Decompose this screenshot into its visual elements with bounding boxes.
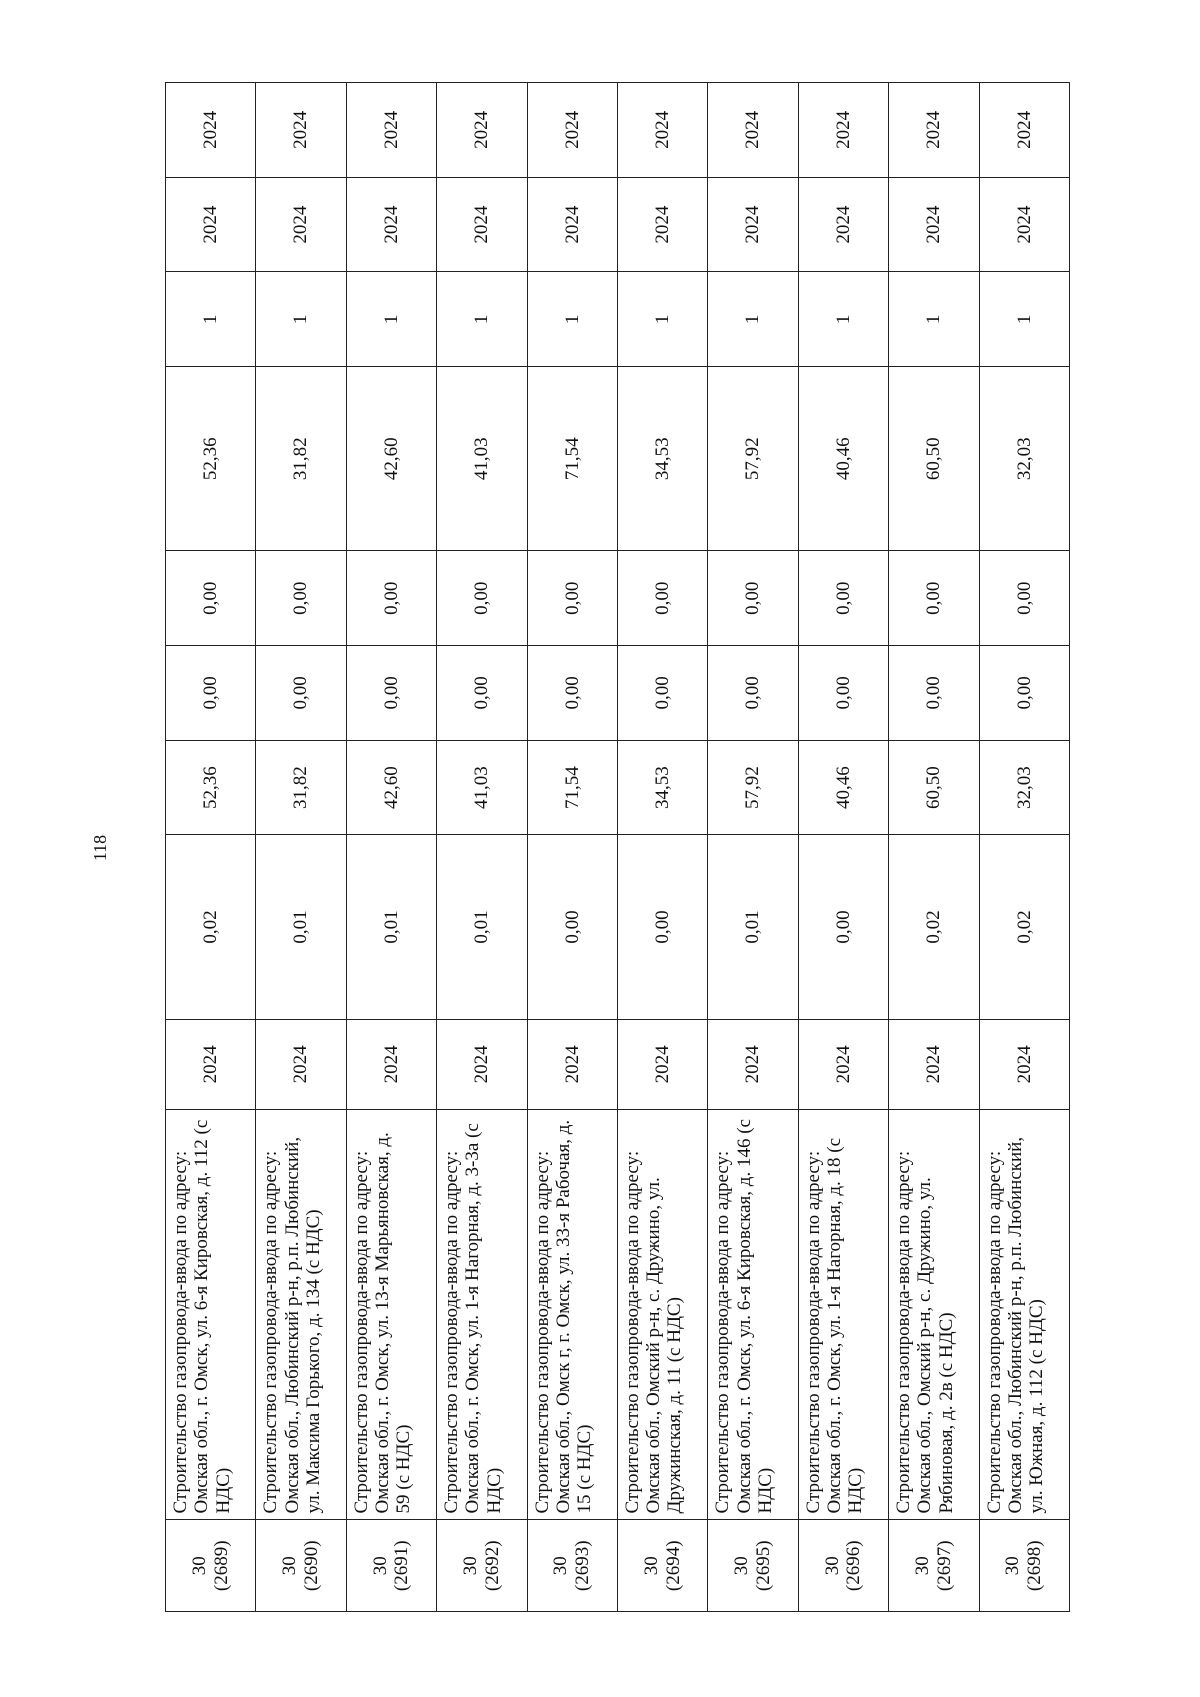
start-year-cell: 2024 <box>166 1019 256 1109</box>
row-number: 30 <box>279 1556 301 1576</box>
value-1-cell: 0,02 <box>979 835 1069 1019</box>
quantity-cell: 1 <box>617 272 707 367</box>
value-2-cell: 32,03 <box>979 740 1069 835</box>
value-3-cell: 0,00 <box>527 646 617 741</box>
value-5-cell: 52,36 <box>166 367 256 551</box>
quantity-cell: 1 <box>708 272 798 367</box>
value-5-cell: 41,03 <box>437 367 527 551</box>
value-5-cell: 42,60 <box>346 367 436 551</box>
row-number: 30 <box>188 1556 210 1576</box>
value-5-cell: 71,54 <box>527 367 617 551</box>
start-year-cell: 2024 <box>617 1019 707 1109</box>
row-number-cell <box>617 1520 707 1612</box>
year-b-cell: 2024 <box>527 83 617 178</box>
description-cell: Строительство газопровода-ввода по адресу: Омская обл., г. Омск, ул. 6-я Кировская, д. 112 (с НДС) <box>166 1110 256 1520</box>
data-table <box>165 82 1070 1612</box>
row-code: (2693) <box>572 1540 594 1592</box>
start-year-cell: 2024 <box>437 1019 527 1109</box>
row-number: 30 <box>550 1556 572 1576</box>
row-code: (2694) <box>662 1540 684 1592</box>
value-1-cell: 0,00 <box>527 835 617 1019</box>
quantity-cell: 1 <box>256 272 346 367</box>
value-5-cell: 40,46 <box>798 367 888 551</box>
value-2-cell: 52,36 <box>166 740 256 835</box>
value-1-cell: 0,02 <box>889 835 979 1019</box>
value-5-cell: 60,50 <box>889 367 979 551</box>
year-b-cell: 2024 <box>798 83 888 178</box>
table-row <box>798 83 888 1612</box>
table-row <box>527 83 617 1612</box>
value-4-cell: 0,00 <box>798 551 888 646</box>
table-row <box>256 83 346 1612</box>
quantity-cell: 1 <box>979 272 1069 367</box>
value-4-cell: 0,00 <box>708 551 798 646</box>
year-b-cell: 2024 <box>708 83 798 178</box>
year-b-cell: 2024 <box>346 83 436 178</box>
table-row <box>889 83 979 1612</box>
year-a-cell: 2024 <box>256 177 346 272</box>
start-year-cell: 2024 <box>256 1019 346 1109</box>
value-3-cell: 0,00 <box>346 646 436 741</box>
row-code: (2698) <box>1024 1540 1046 1592</box>
row-number-cell <box>256 1520 346 1612</box>
year-b-cell: 2024 <box>979 83 1069 178</box>
value-3-cell: 0,00 <box>256 646 346 741</box>
value-3-cell: 0,00 <box>437 646 527 741</box>
row-number-cell <box>889 1520 979 1612</box>
row-number: 30 <box>640 1556 662 1576</box>
table-row <box>437 83 527 1612</box>
year-a-cell: 2024 <box>346 177 436 272</box>
row-code: (2691) <box>391 1540 413 1592</box>
row-number-cell <box>798 1520 888 1612</box>
year-b-cell: 2024 <box>256 83 346 178</box>
row-code: (2690) <box>301 1540 323 1592</box>
value-2-cell: 57,92 <box>708 740 798 835</box>
year-a-cell: 2024 <box>527 177 617 272</box>
value-3-cell: 0,00 <box>889 646 979 741</box>
table-row <box>346 83 436 1612</box>
value-1-cell: 0,00 <box>617 835 707 1019</box>
value-1-cell: 0,01 <box>346 835 436 1019</box>
quantity-cell: 1 <box>798 272 888 367</box>
value-1-cell: 0,01 <box>437 835 527 1019</box>
value-5-cell: 57,92 <box>708 367 798 551</box>
year-a-cell: 2024 <box>979 177 1069 272</box>
description-cell: Строительство газопровода-ввода по адресу: Омская обл., Любинский р-н, р.п. Любинский, ул. Максима Горького, д. 134 (с НДС) <box>256 1110 346 1520</box>
description-cell: Строительство газопровода-ввода по адресу: Омская обл., Омск г, г. Омск, ул. 33-я Рабочая, д. 15 (с НДС) <box>527 1110 617 1520</box>
value-4-cell: 0,00 <box>437 551 527 646</box>
start-year-cell: 2024 <box>346 1019 436 1109</box>
value-1-cell: 0,01 <box>256 835 346 1019</box>
value-2-cell: 71,54 <box>527 740 617 835</box>
value-4-cell: 0,00 <box>889 551 979 646</box>
value-3-cell: 0,00 <box>708 646 798 741</box>
quantity-cell: 1 <box>166 272 256 367</box>
value-5-cell: 34,53 <box>617 367 707 551</box>
value-2-cell: 34,53 <box>617 740 707 835</box>
row-number-cell <box>346 1520 436 1612</box>
value-3-cell: 0,00 <box>166 646 256 741</box>
start-year-cell: 2024 <box>708 1019 798 1109</box>
value-4-cell: 0,00 <box>346 551 436 646</box>
value-4-cell: 0,00 <box>527 551 617 646</box>
value-3-cell: 0,00 <box>798 646 888 741</box>
row-number-cell <box>708 1520 798 1612</box>
description-cell: Строительство газопровода-ввода по адресу: Омская обл., Омский р-н, с. Дружино, ул. Дружинская, д. 11 (с НДС) <box>617 1110 707 1520</box>
page-number: 118 <box>90 834 110 862</box>
row-code: (2695) <box>753 1540 775 1592</box>
year-b-cell: 2024 <box>166 83 256 178</box>
quantity-cell: 1 <box>527 272 617 367</box>
row-code: (2697) <box>933 1540 955 1592</box>
rotated-table-wrapper <box>165 82 1070 1612</box>
row-code: (2689) <box>210 1540 232 1592</box>
value-2-cell: 42,60 <box>346 740 436 835</box>
value-2-cell: 40,46 <box>798 740 888 835</box>
row-number-cell <box>437 1520 527 1612</box>
value-4-cell: 0,00 <box>617 551 707 646</box>
value-3-cell: 0,00 <box>979 646 1069 741</box>
year-a-cell: 2024 <box>889 177 979 272</box>
value-1-cell: 0,01 <box>708 835 798 1019</box>
description-cell: Строительство газопровода-ввода по адресу: Омская обл., г. Омск, ул. 1-я Нагорная, д. 3-3а (с НДС) <box>437 1110 527 1520</box>
value-1-cell: 0,00 <box>798 835 888 1019</box>
row-number: 30 <box>460 1556 482 1576</box>
row-code: (2696) <box>843 1540 865 1592</box>
year-a-cell: 2024 <box>798 177 888 272</box>
description-cell: Строительство газопровода-ввода по адресу: Омская обл., Омский р-н, с. Дружино, ул. Рябиновая, д. 2в (с НДС) <box>889 1110 979 1520</box>
row-number: 30 <box>911 1556 933 1576</box>
row-number: 30 <box>731 1556 753 1576</box>
row-number: 30 <box>1002 1556 1024 1576</box>
table-row <box>617 83 707 1612</box>
value-2-cell: 60,50 <box>889 740 979 835</box>
value-4-cell: 0,00 <box>979 551 1069 646</box>
value-1-cell: 0,02 <box>166 835 256 1019</box>
start-year-cell: 2024 <box>527 1019 617 1109</box>
quantity-cell: 1 <box>889 272 979 367</box>
row-number: 30 <box>369 1556 391 1576</box>
start-year-cell: 2024 <box>798 1019 888 1109</box>
quantity-cell: 1 <box>437 272 527 367</box>
description-cell: Строительство газопровода-ввода по адресу: Омская обл., г. Омск, ул. 6-я Кировская, д. 146 (с НДС) <box>708 1110 798 1520</box>
description-cell: Строительство газопровода-ввода по адресу: Омская обл., г. Омск, ул. 13-я Марьяновская, д. 59 (с НДС) <box>346 1110 436 1520</box>
table-row <box>166 83 256 1612</box>
year-b-cell: 2024 <box>437 83 527 178</box>
year-a-cell: 2024 <box>617 177 707 272</box>
year-b-cell: 2024 <box>889 83 979 178</box>
description-cell: Строительство газопровода-ввода по адресу: Омская обл., г. Омск, ул. 1-я Нагорная, д. 18 (с НДС) <box>798 1110 888 1520</box>
year-a-cell: 2024 <box>166 177 256 272</box>
start-year-cell: 2024 <box>889 1019 979 1109</box>
value-5-cell: 32,03 <box>979 367 1069 551</box>
description-cell: Строительство газопровода-ввода по адресу: Омская обл., Любинский р-н, р.п. Любинский, ул. Южная, д. 112 (с НДС) <box>979 1110 1069 1520</box>
year-b-cell: 2024 <box>617 83 707 178</box>
value-4-cell: 0,00 <box>166 551 256 646</box>
value-5-cell: 31,82 <box>256 367 346 551</box>
quantity-cell: 1 <box>346 272 436 367</box>
value-4-cell: 0,00 <box>256 551 346 646</box>
table-row <box>979 83 1069 1612</box>
value-2-cell: 31,82 <box>256 740 346 835</box>
start-year-cell: 2024 <box>979 1019 1069 1109</box>
value-2-cell: 41,03 <box>437 740 527 835</box>
table-row <box>708 83 798 1612</box>
table-body <box>166 83 1070 1612</box>
row-number: 30 <box>821 1556 843 1576</box>
year-a-cell: 2024 <box>437 177 527 272</box>
row-number-cell <box>166 1520 256 1612</box>
row-number-cell <box>979 1520 1069 1612</box>
row-code: (2692) <box>481 1540 503 1592</box>
year-a-cell: 2024 <box>708 177 798 272</box>
row-number-cell <box>527 1520 617 1612</box>
value-3-cell: 0,00 <box>617 646 707 741</box>
